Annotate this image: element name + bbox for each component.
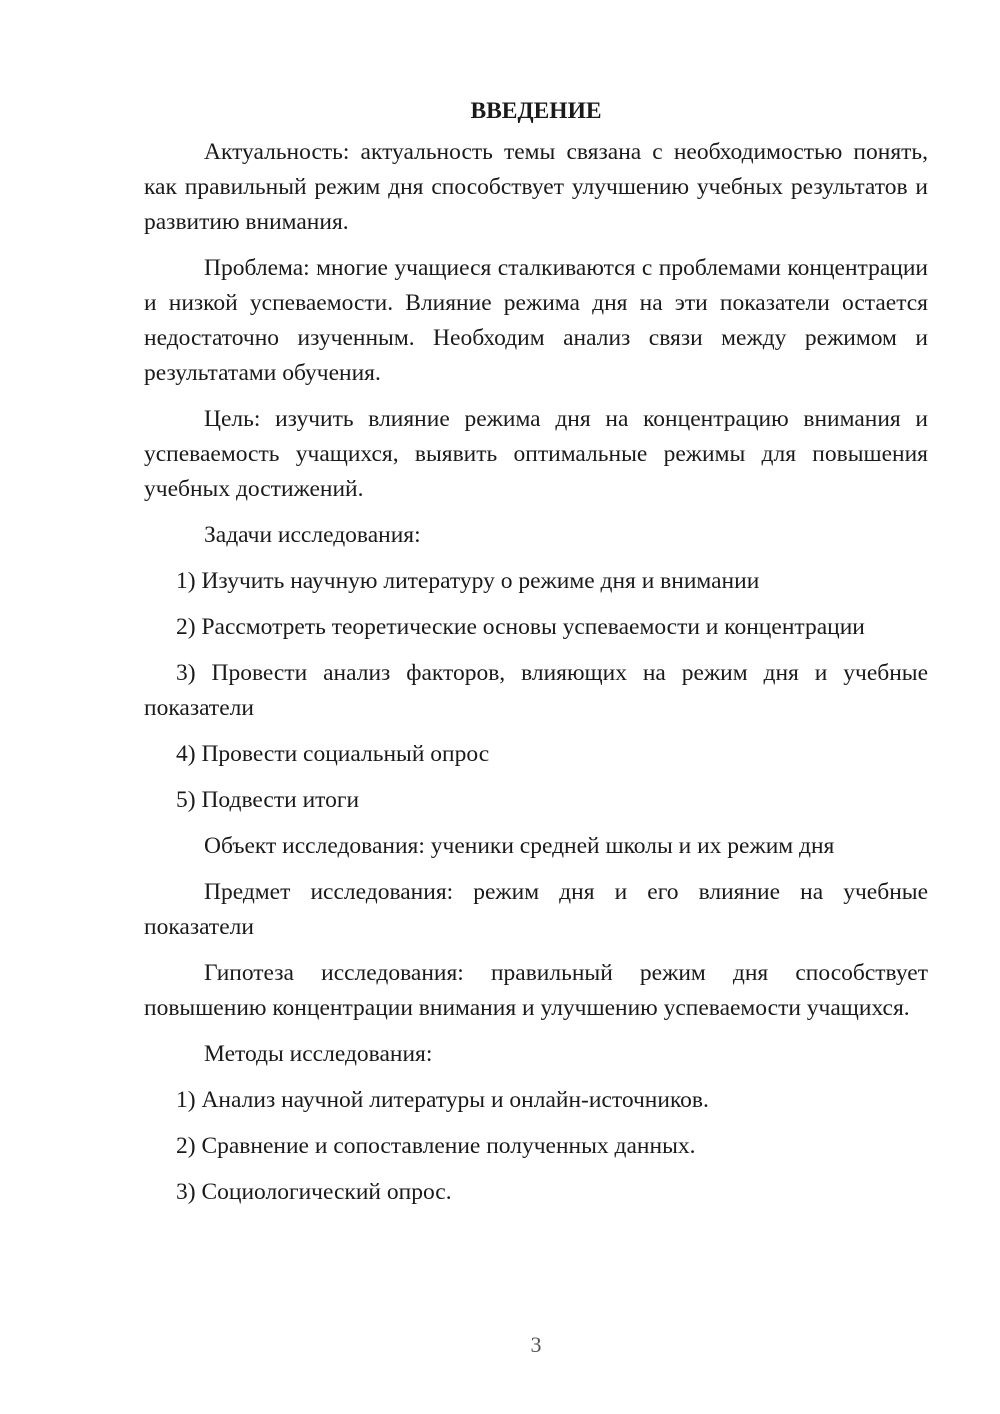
- paragraph-goal: Цель: изучить влияние режима дня на концентрацию внимания и успеваемость учащихся, выявить оптимальные режимы для повышения учебных достижений.: [144, 406, 928, 502]
- paragraph-hypothesis: Гипотеза исследования: правильный режим дня способствует повышению концентрации внимания и улучшению успеваемости учащихся.: [144, 960, 928, 1021]
- method-item: 1) Анализ научной литературы и онлайн-источников.: [176, 1087, 709, 1113]
- paragraph-problem: Проблема: многие учащиеся сталкиваются с проблемами концентрации и низкой успеваемости. Влияние режима дня на эти показатели остается недостаточно изученным. Необходим анализ связи между режимом и результатами обучения.: [144, 255, 928, 386]
- task-item: 5) Подвести итоги: [176, 787, 360, 813]
- task-item: 4) Провести социальный опрос: [176, 741, 490, 767]
- methods-heading: Методы исследования:: [204, 1041, 433, 1067]
- paragraph-relevance: Актуальность: актуальность темы связана с необходимостью понять, как правильный режим дня способствует улучшению учебных результатов и развитию внимания.: [144, 139, 928, 235]
- task-item: 2) Рассмотреть теоретические основы успеваемости и концентрации: [176, 614, 865, 640]
- method-item: 3) Социологический опрос.: [176, 1179, 452, 1205]
- page-content: [144, 94, 928, 1221]
- task-item: 1) Изучить научную литературу о режиме дня и внимании: [176, 568, 760, 594]
- task-item: 3) Провести анализ факторов, влияющих на режим дня и учебные показатели: [144, 660, 928, 721]
- paragraph-object: Объект исследования: ученики средней школы и их режим дня: [204, 833, 835, 859]
- tasks-heading: Задачи исследования:: [204, 522, 421, 548]
- paragraph-subject: Предмет исследования: режим дня и его влияние на учебные показатели: [144, 879, 928, 940]
- method-item: 2) Сравнение и сопоставление полученных данных.: [176, 1133, 696, 1159]
- page-title: ВВЕДЕНИЕ: [470, 98, 602, 124]
- page-number: 3: [530, 1332, 542, 1357]
